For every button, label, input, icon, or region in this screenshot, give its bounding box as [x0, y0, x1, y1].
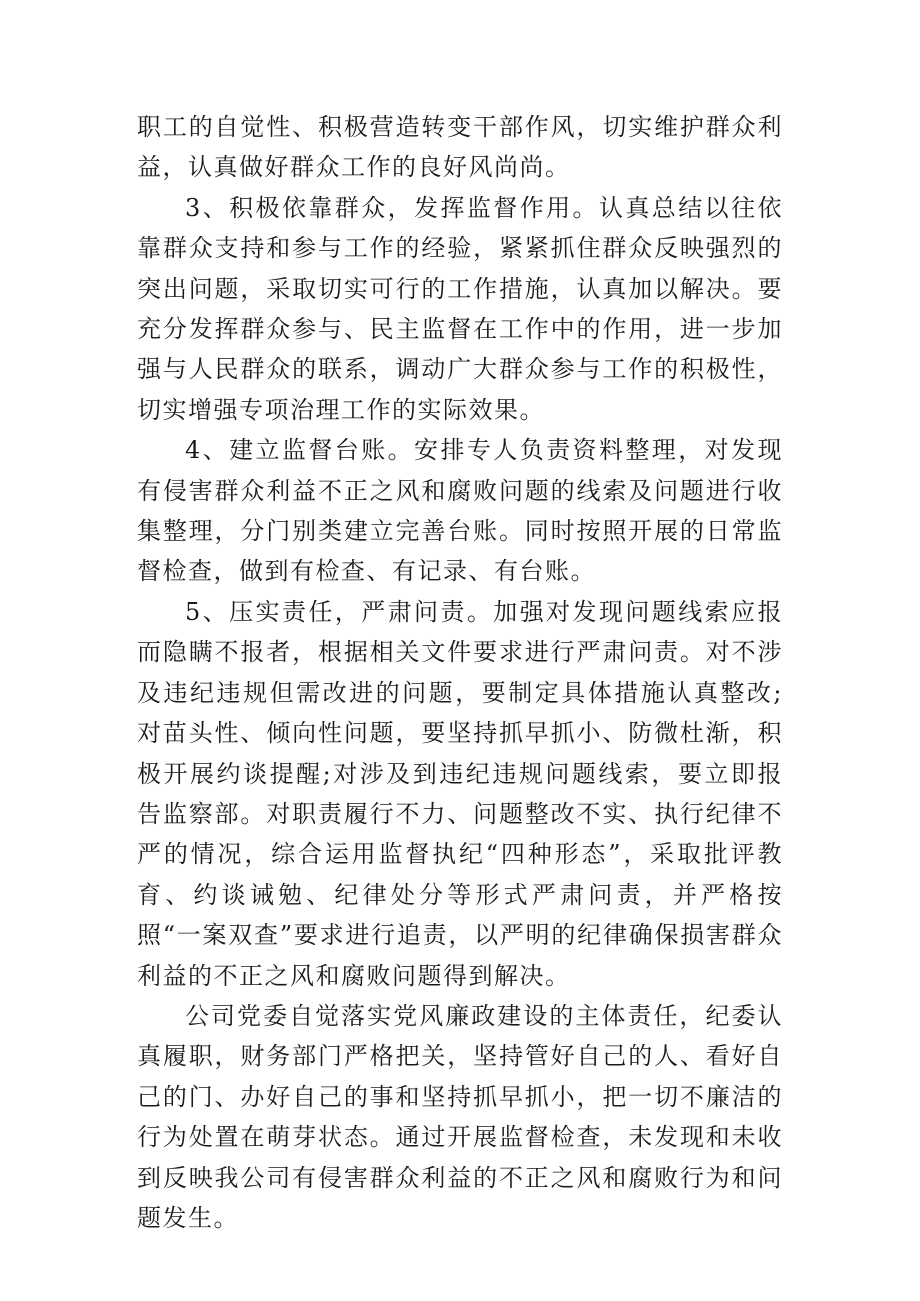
paragraph-item-3: 3、积极依靠群众，发挥监督作用。认真总结以往依靠群众支持和参与工作的经验，紧紧抓住群众反映强烈的突出问题，采取切实可行的工作措施，认真加以解决。要充分发挥群众参与、民主监督在工作中的作用，进一步加强与人民群众的联系，调动广大群众参与工作的积极性，切实增强专项治理工作的实际效果。 [137, 193, 783, 424]
document-body [137, 107, 783, 1238]
paragraph-continuation: 职工的自觉性、积极营造转变干部作风，切实维护群众利益，认真做好群众工作的良好风尚尚。 [137, 113, 783, 182]
paragraph-item-5: 5、压实责任，严肃问责。加强对发现问题线索应报而隐瞒不报者，根据相关文件要求进行严肃问责。对不涉及违纪违规但需改进的问题，要制定具体措施认真整改;对苗头性、倾向性问题，要坚持抓早抓小、防微杜渐，积极开展约谈提醒;对涉及到违纪违规问题线索，要立即报告监察部。对职责履行不力、问题整改不实、执行纪律不严的情况，综合运用监督执纪“四种形态”，采取批评教育、约谈诫勉、纪律处分等形式严肃问责，并严格按照“一案双查”要求进行追责，以严明的纪律确保损害群众利益的不正之风和腐败问题得到解决。 [137, 597, 783, 990]
paragraph-conclusion: 公司党委自觉落实党风廉政建设的主体责任，纪委认真履职，财务部门严格把关，坚持管好自己的人、看好自己的门、办好自己的事和坚持抓早抓小，把一切不廉洁的行为处置在萌芽状态。通过开展监督检查，未发现和未收到反映我公司有侵害群众利益的不正之风和腐败行为和问题发生。 [137, 1001, 783, 1232]
paragraph-item-4: 4、建立监督台账。安排专人负责资料整理，对发现有侵害群众利益不正之风和腐败问题的线索及问题进行收集整理，分门别类建立完善台账。同时按照开展的日常监督检查，做到有检查、有记录、有台账。 [137, 436, 783, 586]
